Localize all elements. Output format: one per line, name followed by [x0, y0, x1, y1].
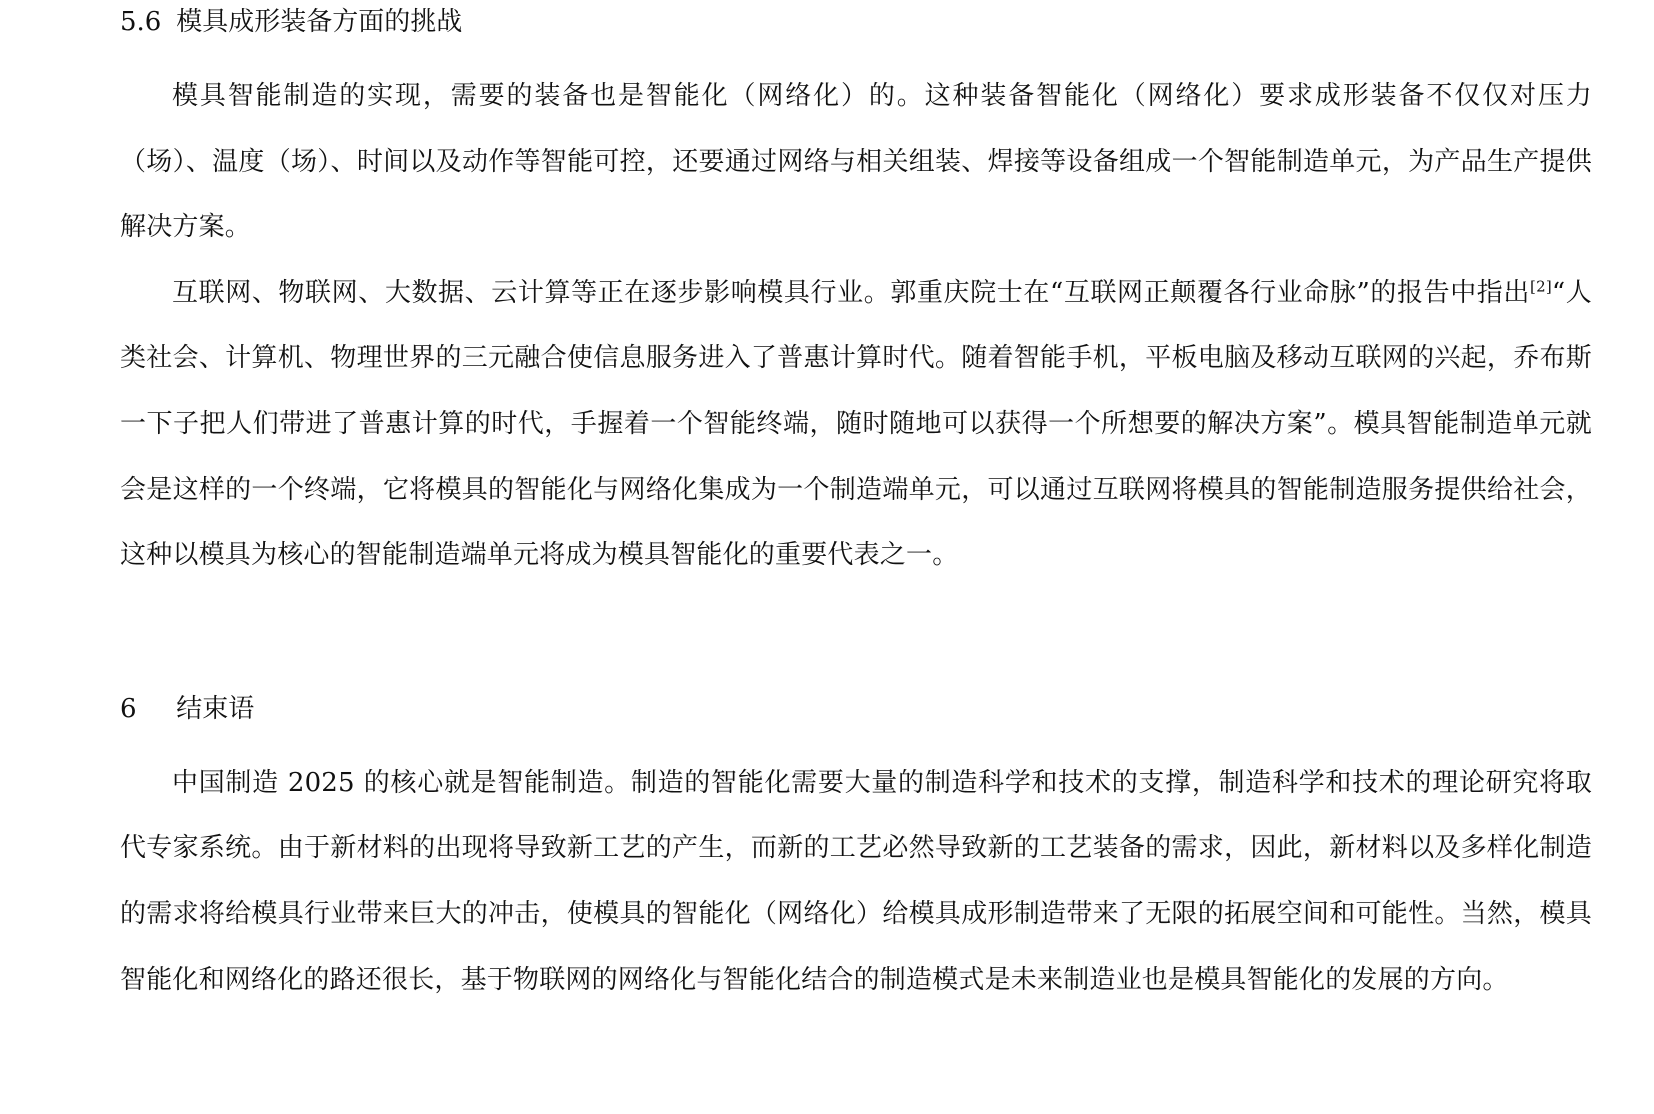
paragraph-conclusion: 中国制造 2025 的核心就是智能制造。制造的智能化需要大量的制造科学和技术的支撑，制造科学和技术的理论研究将取代专家系统。由于新材料的出现将导致新工艺的产生，而新的工艺必然导致新的工艺装备的需求，因此，新材料以及多样化制造的需求将给模具行业带来巨大的冲击，使模具的智能化（网络化）给模具成形制造带来了无限的拓展空间和可能性。当然，模具智能化和网络化的路还很长，基于物联网的网络化与智能化结合的制造模式是未来制造业也是模具智能化的发展的方向。 [120, 767, 1592, 995]
paragraph-internet [120, 261, 1592, 589]
section-number: 5.6 [120, 7, 162, 37]
citation-ref: [2] [1530, 277, 1552, 296]
paragraph-text: 互联网、物联网、大数据、云计算等正在逐步影响模具行业。郭重庆院士在“互联网正颠覆各行业命脉”的报告中指出 [172, 277, 1531, 308]
document-page [120, 0, 1592, 1013]
section-number: 6 [120, 693, 137, 724]
section-title: 模具成形装备方面的挑战 [176, 7, 463, 37]
section-heading-6 [120, 689, 1592, 729]
section-heading-5-6 [120, 2, 1592, 42]
paragraph-equipment: 模具智能制造的实现，需要的装备也是智能化（网络化）的。这种装备智能化（网络化）要求成形装备不仅仅对压力（场）、温度（场）、时间以及动作等智能可控，还要通过网络与相关组装、焊接等设备组成一个智能制造单元，为产品生产提供解决方案。 [120, 81, 1592, 243]
section-title: 结束语 [176, 693, 255, 724]
paragraph-text: “人类社会、计算机、物理世界的三元融合使信息服务进入了普惠计算时代。随着智能手机，平板电脑及移动互联网的兴起，乔布斯一下子把人们带进了普惠计算的时代，手握着一个智能终端，随时随地可以获得一个所想要的解决方案”。模具智能制造单元就会是这样的一个终端，它将模具的智能化与网络化集成为一个制造端单元，可以通过互联网将模具的智能制造服务提供给社会，这种以模具为核心的智能制造端单元将成为模具智能化的重要代表之一。 [120, 277, 1592, 571]
